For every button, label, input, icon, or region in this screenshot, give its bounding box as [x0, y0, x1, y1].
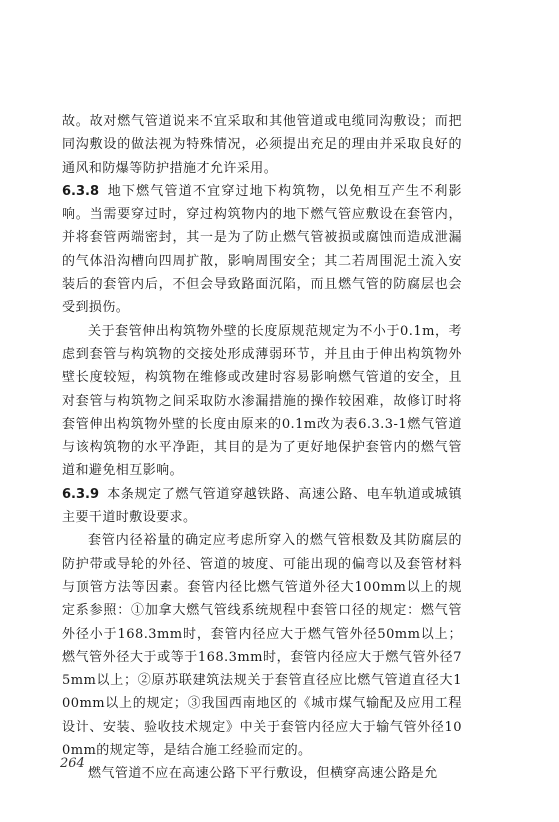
paragraph-continuation [62, 110, 462, 180]
page-number: 264 [60, 756, 85, 771]
paragraph-text: 燃气管道不应在高速公路下平行敷设，但横穿高速公路是允 [88, 766, 438, 782]
paragraph-highway [62, 762, 462, 785]
clause-number: 6.3.8 [62, 183, 100, 199]
document-body [62, 110, 462, 786]
paragraph-text: 故。故对燃气管道说来不宜采取和其他管道或电缆同沟敷设；而把同沟敷设的做法视为特殊情况，必须提出充足的理由并采取良好的通风和防爆等防护措施才允许采用。 [62, 114, 462, 176]
paragraph-text: 套管内径裕量的确定应考虑所穿入的燃气管根数及其防腐层的防护带或导轮的外径、管道的坡度、可能出现的偏弯以及套管材料与顶管方法等因素。套管内径比燃气管道外径大100mm以上的规定系参照：①加拿大燃气管线系统规程中套管口径的规定：燃气管外径小于168.3mm时，套管内径应大于燃气管外径50mm以上；燃气管外径大于或等于168.3mm时，套管内径应大于燃气管外径75mm以上；②原苏联建筑法规关于套管直径应比燃气管道直径大100mm以上的规定；③我国西南地区的《城市煤气输配及应用工程设计、安装、验收技术规定》中关于套管内径应大于输气管外径100mm的规定等，是结合施工经验而定的。 [62, 533, 462, 759]
clause-6-3-8 [62, 180, 462, 320]
clause-6-3-9 [62, 483, 462, 530]
paragraph-text: 关于套管伸出构筑物外壁的长度原规范规定为不小于0.1m，考虑到套管与构筑物的交接处形成薄弱环节，并且由于伸出构筑物外壁长度较短，构筑物在维修或改建时容易影响燃气管道的安全，且对套管与构筑物之间采取防水渗漏措施的操作较困难，故修订时将套管伸出构筑物外壁的长度由原来的0.1m改为表6.3.3-1燃气管道与该构筑物的水平净距，其目的是为了更好地保护套管内的燃气管道和避免相互影响。 [62, 323, 462, 479]
clause-number: 6.3.9 [62, 486, 100, 502]
paragraph-sleeve-length [62, 320, 462, 483]
paragraph-text: 本条规定了燃气管道穿越铁路、高速公路、电车轨道或城镇主要干道时敷设要求。 [62, 486, 462, 526]
paragraph-text: 地下燃气管道不宜穿过地下构筑物，以免相互产生不利影响。当需要穿过时，穿过构筑物内的地下燃气管应敷设在套管内，并将套管两端密封，其一是为了防止燃气管被损或腐蚀而造成泄漏的气体沿沟槽向四周扩散，影响周围安全；其二若周围泥土流入安装后的套管内后，不但会导致路面沉陷，而且燃气管的防腐层也会受到损伤。 [62, 183, 462, 316]
paragraph-sleeve-diameter [62, 529, 462, 762]
